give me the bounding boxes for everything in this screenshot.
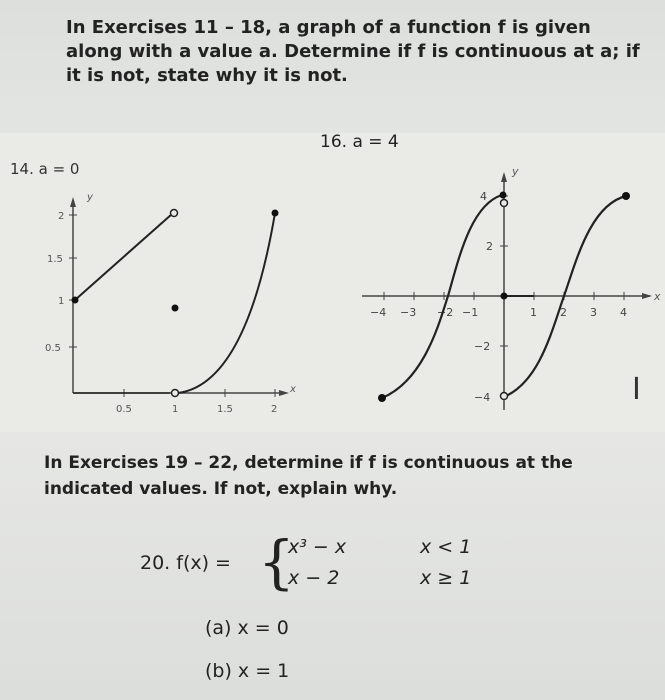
text-cursor-icon: I — [632, 372, 641, 407]
ex16-xtick-label-neg2: −2 — [437, 306, 454, 319]
ex16-graph — [350, 155, 665, 425]
ex16-x-axis-label: x — [654, 290, 661, 303]
ex16-open-point-0-neg4 — [501, 393, 508, 400]
ex20-lhs: 20. f(x) = — [140, 552, 231, 574]
ex16-closed-point-4-4 — [622, 192, 630, 200]
ex14-ytick-label-1: 1 — [58, 296, 65, 307]
ex20-case2-expression: x − 2 — [288, 567, 340, 589]
ex14-graph — [0, 165, 300, 435]
ex20-part-a: (a) x = 0 — [205, 617, 289, 639]
left-brace-icon: { — [258, 528, 295, 596]
ex14-ytick-label-0-5: 0.5 — [45, 343, 61, 354]
ex14-x-arrow — [279, 390, 289, 396]
ex14-open-point-1-0 — [172, 390, 179, 397]
ex14-xtick-label-0-5: 0.5 — [116, 404, 132, 415]
ex16-x-arrow — [642, 293, 652, 299]
ex20-case1-condition: x < 1 — [420, 536, 472, 558]
ex16-closed-point-0-0 — [501, 293, 508, 300]
ex16-open-point-0-4 — [501, 200, 508, 207]
ex16-ytick-label-neg4: −4 — [474, 391, 491, 404]
ex14-x-axis-label: x — [290, 384, 296, 395]
ex16-ytick-label-neg2: −2 — [474, 340, 491, 353]
ex14-closed-point-2-2 — [272, 210, 279, 217]
ex14-xtick-label-1: 1 — [172, 404, 179, 415]
exercises-11-18-instructions: In Exercises 11 – 18, a graph of a function f is given along with a value a. Determine if f is continuous at a; if it is not, state why it is not. — [66, 17, 640, 86]
ex16-xtick-label-2: 2 — [560, 306, 567, 319]
ex16-closed-point-0-4 — [500, 192, 507, 199]
ex20-part-b: (b) x = 1 — [205, 660, 290, 682]
ex14-y-axis-label: y — [87, 192, 93, 203]
ex16-xtick-label-4: 4 — [620, 306, 627, 319]
ex14-xtick-label-1-5: 1.5 — [217, 404, 233, 415]
ex14-y-arrow — [70, 197, 76, 207]
ex14-ytick-label-1-5: 1.5 — [47, 254, 63, 265]
ex20-case2-condition: x ≥ 1 — [420, 567, 472, 589]
ex20-case1-expression: x³ − x — [288, 536, 347, 558]
ex16-xtick-label-neg3: −3 — [400, 306, 417, 319]
ex16-xtick-label-neg4: −4 — [370, 306, 387, 319]
ex16-xtick-label-3: 3 — [590, 306, 597, 319]
ex14-line-segment — [75, 214, 172, 300]
ex14-xtick-label-2: 2 — [271, 404, 278, 415]
ex16-label: 16. a = 4 — [320, 132, 399, 152]
ex16-xtick-label-neg1: −1 — [462, 306, 479, 319]
ex14-curve — [178, 213, 275, 393]
ex14-closed-point-0-1 — [72, 297, 79, 304]
ex16-ytick-label-4: 4 — [480, 190, 487, 203]
ex16-y-axis-label: y — [512, 165, 519, 178]
ex14-isolated-point-1-1 — [172, 305, 179, 312]
ex16-ytick-label-2: 2 — [486, 240, 493, 253]
exercises-19-22-instructions: In Exercises 19 – 22, determine if f is continuous at the indicated values. If not, explain why. — [44, 453, 573, 499]
ex14-ytick-label-2: 2 — [58, 211, 65, 222]
ex14-label: 14. a = 0 — [10, 160, 80, 178]
ex14-open-point-1-2 — [171, 210, 178, 217]
ex16-xtick-label-1: 1 — [530, 306, 537, 319]
ex16-y-arrow — [501, 172, 507, 182]
ex20-piecewise-function — [140, 528, 540, 604]
ex16-closed-point-neg4-neg4 — [378, 394, 386, 402]
